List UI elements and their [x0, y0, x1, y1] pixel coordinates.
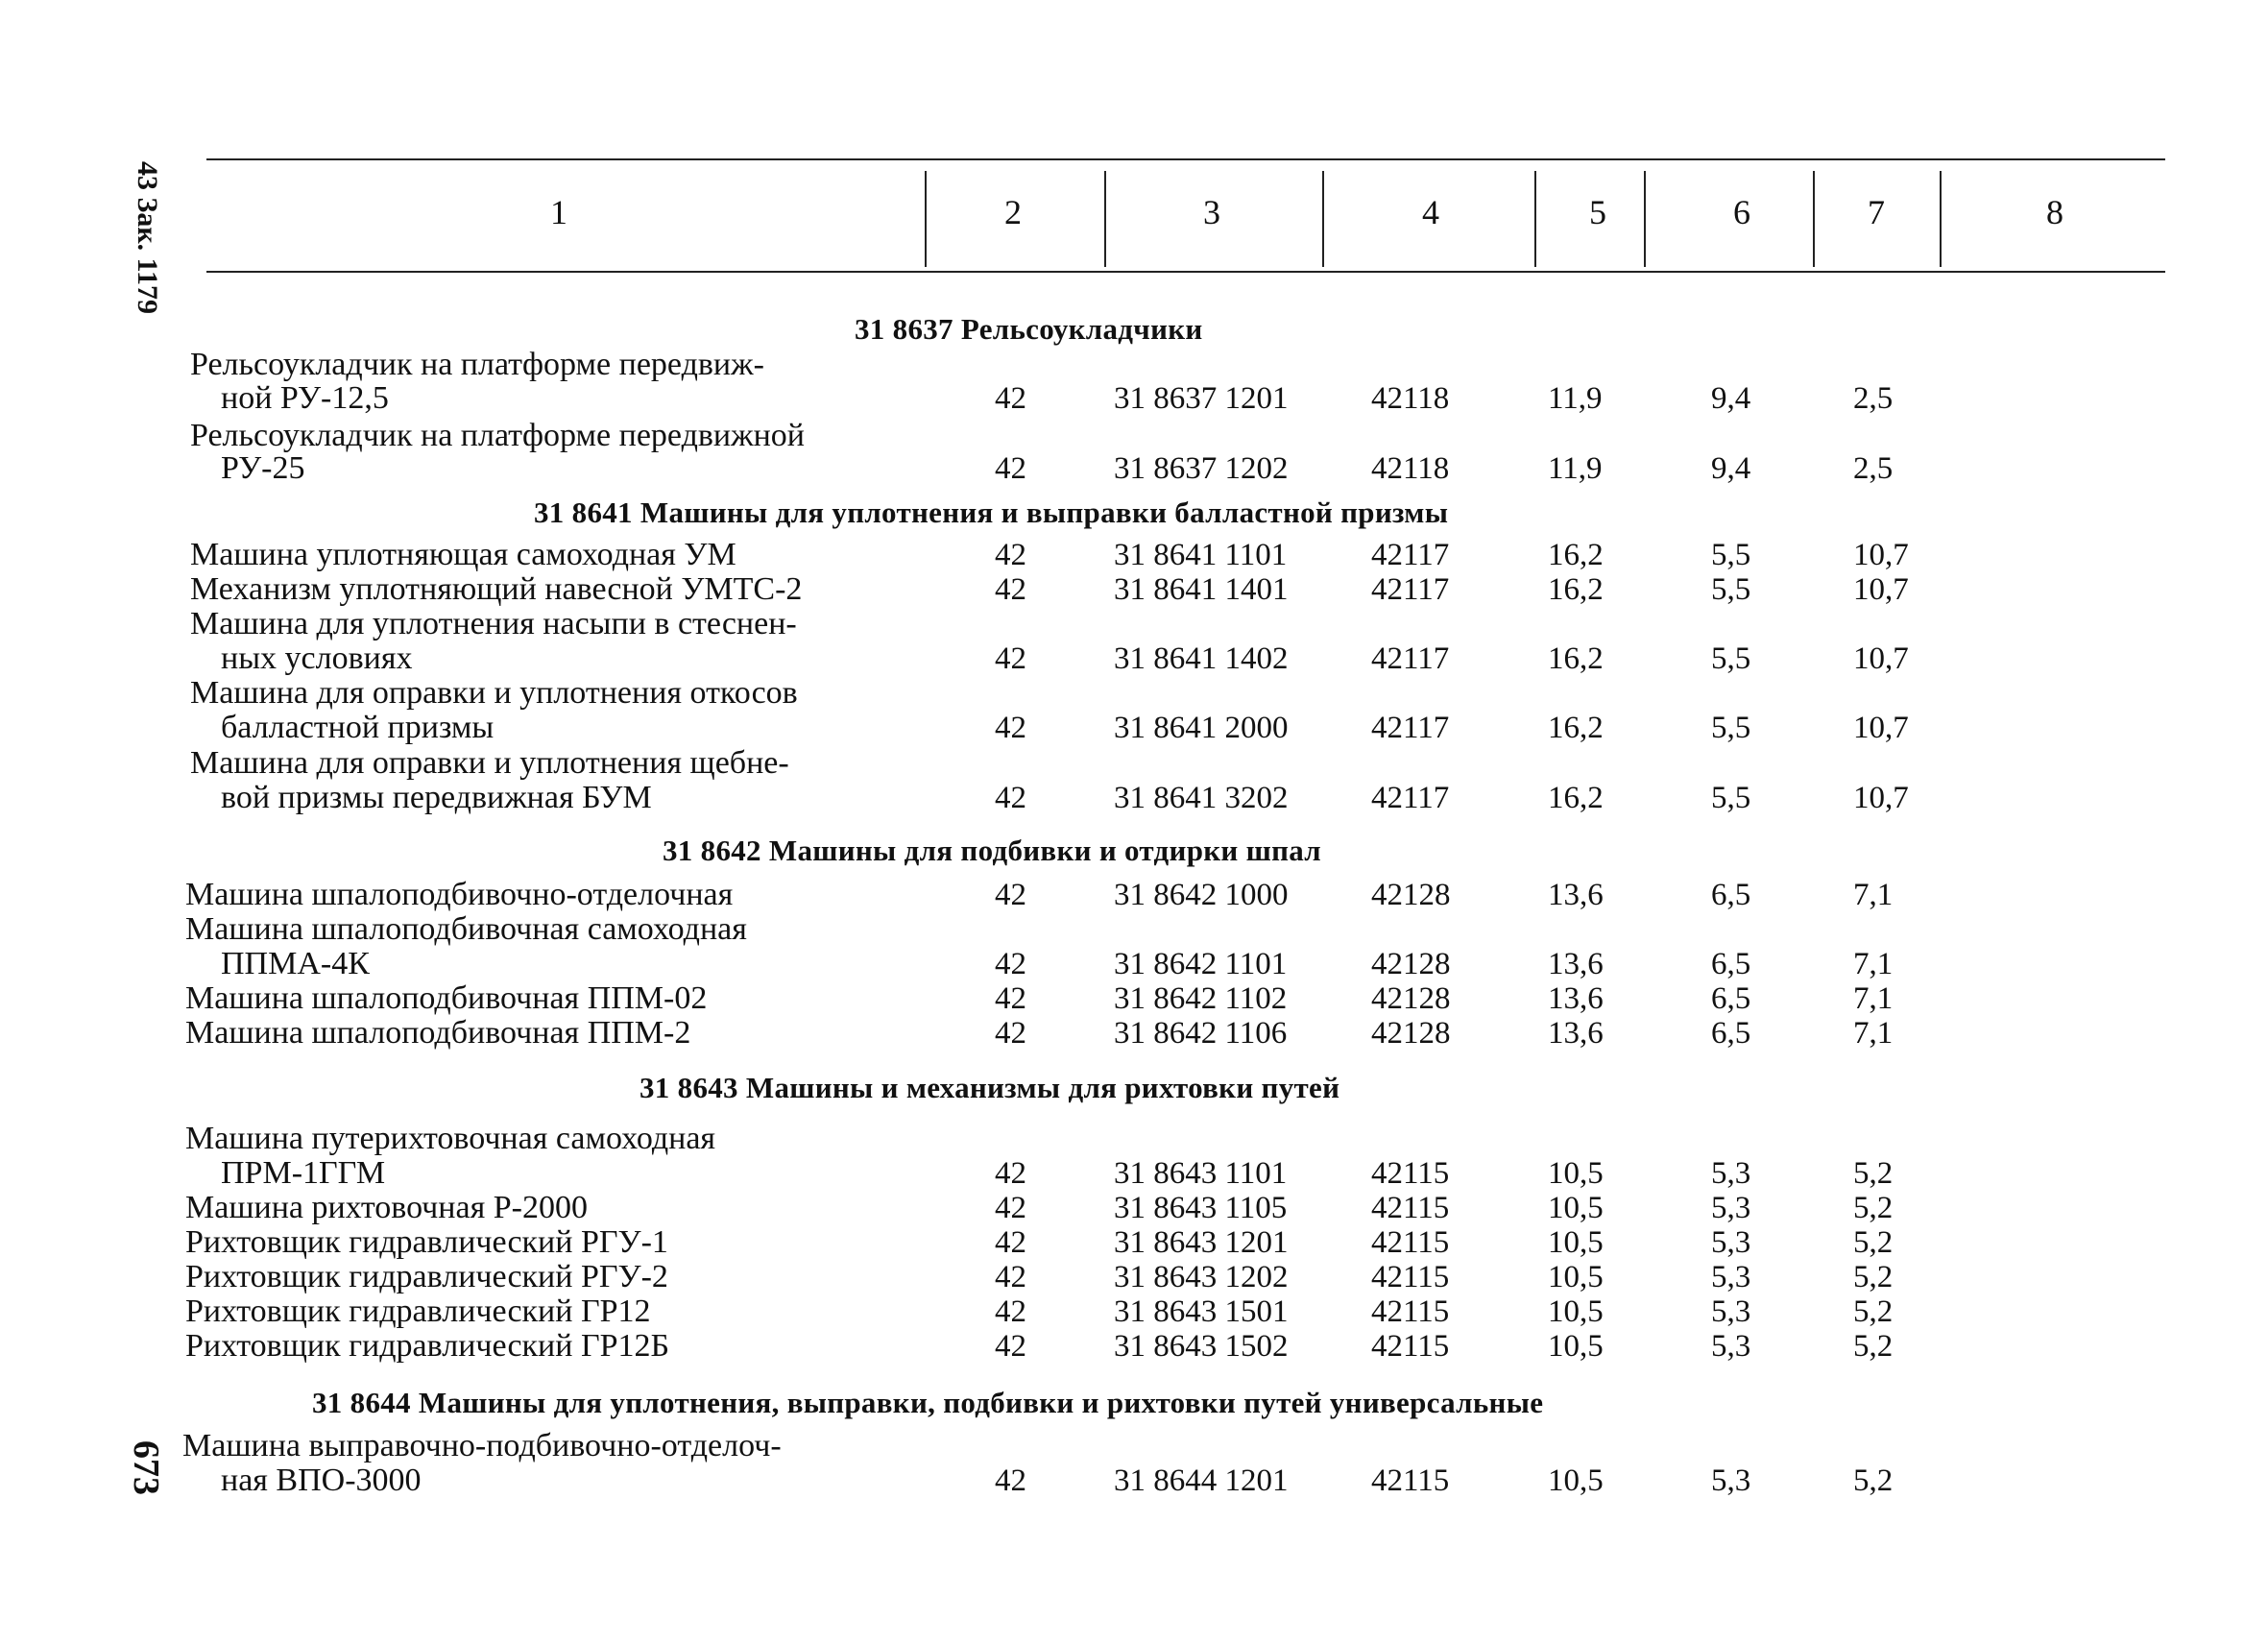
- cell-col5: 10,5: [1548, 1294, 1604, 1329]
- cell-col6: 5,3: [1711, 1294, 1751, 1329]
- header-col-8: 8: [2046, 193, 2063, 231]
- cell-code: 31 8642 1101: [1114, 947, 1288, 981]
- column-divider: [1813, 171, 1815, 267]
- cell-col7: 10,7: [1853, 538, 1909, 572]
- header-col-3: 3: [1203, 193, 1220, 231]
- cell-code: 31 8643 1105: [1114, 1191, 1288, 1225]
- cell-col5: 13,6: [1548, 878, 1604, 912]
- row-name: Машина для оправки и уплотнения щебне-: [190, 745, 789, 781]
- cell-col4: 42115: [1371, 1260, 1450, 1294]
- row-name: Машина шпалоподбивочная ППМ-2: [185, 1015, 691, 1051]
- cell-col7: 7,1: [1853, 947, 1894, 981]
- cell-col6: 5,5: [1711, 641, 1751, 676]
- cell-col2: 42: [995, 1016, 1026, 1051]
- cell-col4: 42128: [1371, 981, 1451, 1016]
- cell-col5: 16,2: [1548, 781, 1604, 815]
- cell-col6: 9,4: [1711, 451, 1751, 486]
- row-name: Рельсоукладчик на платформе передвижной: [190, 418, 806, 453]
- cell-code: 31 8641 2000: [1114, 711, 1289, 745]
- cell-col2: 42: [995, 1225, 1026, 1260]
- cell-col2: 42: [995, 1191, 1026, 1225]
- row-name: Машина уплотняющая самоходная УМ: [190, 537, 736, 572]
- row-name: Машина для оправки и уплотнения откосов: [190, 675, 798, 711]
- cell-col5: 16,2: [1548, 538, 1604, 572]
- cell-col5: 10,5: [1548, 1329, 1604, 1364]
- cell-col2: 42: [995, 1294, 1026, 1329]
- cell-col4: 42115: [1371, 1294, 1450, 1329]
- row-name: Рихтовщик гидравлический ГР12Б: [185, 1328, 670, 1364]
- cell-col7: 10,7: [1853, 711, 1909, 745]
- cell-col7: 5,2: [1853, 1225, 1894, 1260]
- cell-col5: 10,5: [1548, 1191, 1604, 1225]
- row-name: вой призмы передвижная БУМ: [221, 780, 652, 815]
- cell-col6: 5,3: [1711, 1156, 1751, 1191]
- cell-code: 31 8637 1202: [1114, 451, 1289, 486]
- cell-col6: 5,3: [1711, 1260, 1751, 1294]
- cell-col4: 42128: [1371, 1016, 1451, 1051]
- cell-col6: 6,5: [1711, 947, 1751, 981]
- cell-col2: 42: [995, 947, 1026, 981]
- row-name: Машина шпалоподбивочная ППМ-02: [185, 980, 708, 1016]
- cell-code: 31 8644 1201: [1114, 1463, 1289, 1498]
- cell-col6: 5,5: [1711, 572, 1751, 607]
- row-name: ППМА-4К: [221, 946, 370, 981]
- cell-col6: 6,5: [1711, 1016, 1751, 1051]
- cell-col2: 42: [995, 1329, 1026, 1364]
- column-divider: [1322, 171, 1324, 267]
- cell-col5: 16,2: [1548, 572, 1604, 607]
- header-col-2: 2: [1004, 193, 1022, 231]
- cell-col6: 5,3: [1711, 1225, 1751, 1260]
- cell-col2: 42: [995, 538, 1026, 572]
- cell-code: 31 8641 1401: [1114, 572, 1289, 607]
- cell-code: 31 8637 1201: [1114, 381, 1289, 416]
- cell-col6: 5,5: [1711, 781, 1751, 815]
- row-name: Рихтовщик гидравлический РГУ-2: [185, 1259, 668, 1294]
- header-col-4: 4: [1422, 193, 1439, 231]
- cell-col4: 42117: [1371, 572, 1450, 607]
- cell-col2: 42: [995, 781, 1026, 815]
- page-number: 673: [126, 1440, 166, 1495]
- cell-col6: 5,5: [1711, 711, 1751, 745]
- cell-col6: 5,5: [1711, 538, 1751, 572]
- header-bottom-rule: [206, 271, 2165, 273]
- cell-code: 31 8641 1101: [1114, 538, 1288, 572]
- cell-col4: 42128: [1371, 947, 1451, 981]
- row-name: РУ-25: [221, 450, 305, 486]
- cell-col7: 5,2: [1853, 1463, 1894, 1498]
- cell-col5: 11,9: [1548, 381, 1603, 416]
- cell-col2: 42: [995, 1463, 1026, 1498]
- column-divider: [925, 171, 927, 267]
- row-name: Машина шпалоподбивочно-отделочная: [185, 877, 734, 912]
- row-name: ПРМ-1ГГМ: [221, 1155, 386, 1191]
- cell-col6: 9,4: [1711, 381, 1751, 416]
- cell-col2: 42: [995, 711, 1026, 745]
- row-name: Машина рихтовочная Р-2000: [185, 1190, 588, 1225]
- cell-col4: 42115: [1371, 1225, 1450, 1260]
- cell-col2: 42: [995, 878, 1026, 912]
- cell-col4: 42128: [1371, 878, 1451, 912]
- row-name: Механизм уплотняющий навесной УМТС-2: [190, 571, 803, 607]
- cell-col7: 7,1: [1853, 1016, 1894, 1051]
- cell-col4: 42115: [1371, 1156, 1450, 1191]
- cell-col6: 5,3: [1711, 1463, 1751, 1498]
- cell-code: 31 8642 1000: [1114, 878, 1289, 912]
- side-label: 43 Зак. 1179: [132, 161, 163, 314]
- cell-col7: 5,2: [1853, 1329, 1894, 1364]
- section-title: 31 8643 Машины и механизмы для рихтовки путей: [639, 1071, 1340, 1104]
- cell-col2: 42: [995, 981, 1026, 1016]
- cell-col5: 10,5: [1548, 1225, 1604, 1260]
- cell-col4: 42117: [1371, 641, 1450, 676]
- cell-col6: 5,3: [1711, 1329, 1751, 1364]
- cell-col4: 42115: [1371, 1463, 1450, 1498]
- cell-col5: 13,6: [1548, 1016, 1604, 1051]
- cell-col4: 42118: [1371, 381, 1450, 416]
- cell-code: 31 8642 1102: [1114, 981, 1288, 1016]
- cell-col2: 42: [995, 451, 1026, 486]
- row-name: ная ВПО-3000: [221, 1463, 422, 1498]
- cell-code: 31 8642 1106: [1114, 1016, 1288, 1051]
- row-name: Машина выправочно-подбивочно-отделоч-: [182, 1428, 782, 1463]
- cell-col2: 42: [995, 572, 1026, 607]
- cell-col6: 6,5: [1711, 981, 1751, 1016]
- row-name: Рельсоукладчик на платформе передвиж-: [190, 347, 764, 382]
- cell-col7: 2,5: [1853, 381, 1894, 416]
- cell-col4: 42115: [1371, 1329, 1450, 1364]
- section-title: 31 8644 Машины для уплотнения, выправки, подбивки и рихтовки путей универсальные: [312, 1386, 1544, 1419]
- cell-col5: 16,2: [1548, 641, 1604, 676]
- cell-col2: 42: [995, 1260, 1026, 1294]
- section-title: 31 8637 Рельсоукладчики: [855, 312, 1203, 346]
- row-name: Рихтовщик гидравлический РГУ-1: [185, 1224, 668, 1260]
- row-name: ных условиях: [221, 641, 413, 676]
- header-top-rule: [206, 158, 2165, 160]
- cell-code: 31 8643 1201: [1114, 1225, 1289, 1260]
- cell-code: 31 8643 1101: [1114, 1156, 1288, 1191]
- cell-col4: 42117: [1371, 711, 1450, 745]
- cell-code: 31 8641 3202: [1114, 781, 1289, 815]
- cell-col5: 13,6: [1548, 947, 1604, 981]
- cell-col5: 13,6: [1548, 981, 1604, 1016]
- cell-col5: 11,9: [1548, 451, 1603, 486]
- cell-col7: 10,7: [1853, 781, 1909, 815]
- cell-col7: 2,5: [1853, 451, 1894, 486]
- row-name: Машина путерихтовочная самоходная: [185, 1121, 716, 1156]
- column-divider: [1104, 171, 1106, 267]
- column-divider: [1940, 171, 1942, 267]
- cell-col4: 42117: [1371, 781, 1450, 815]
- header-col-1: 1: [550, 193, 567, 231]
- cell-col7: 5,2: [1853, 1191, 1894, 1225]
- header-col-6: 6: [1733, 193, 1750, 231]
- cell-col4: 42115: [1371, 1191, 1450, 1225]
- row-name: Машина шпалоподбивочная самоходная: [185, 911, 747, 947]
- cell-col6: 6,5: [1711, 878, 1751, 912]
- cell-col7: 10,7: [1853, 641, 1909, 676]
- cell-col7: 7,1: [1853, 878, 1894, 912]
- column-divider: [1534, 171, 1536, 267]
- section-title: 31 8641 Машины для уплотнения и выправки балластной призмы: [534, 496, 1449, 529]
- cell-col2: 42: [995, 641, 1026, 676]
- row-name: Машина для уплотнения насыпи в стеснен-: [190, 606, 797, 641]
- cell-code: 31 8641 1402: [1114, 641, 1289, 676]
- header-col-5: 5: [1589, 193, 1606, 231]
- row-name: Рихтовщик гидравлический ГР12: [185, 1293, 651, 1329]
- cell-col7: 10,7: [1853, 572, 1909, 607]
- row-name: балластной призмы: [221, 710, 495, 745]
- cell-col7: 5,2: [1853, 1260, 1894, 1294]
- cell-code: 31 8643 1501: [1114, 1294, 1289, 1329]
- cell-col7: 5,2: [1853, 1294, 1894, 1329]
- row-name: ной РУ-12,5: [221, 380, 389, 416]
- cell-code: 31 8643 1502: [1114, 1329, 1289, 1364]
- cell-col4: 42118: [1371, 451, 1450, 486]
- cell-col5: 16,2: [1548, 711, 1604, 745]
- cell-col5: 10,5: [1548, 1463, 1604, 1498]
- cell-col7: 5,2: [1853, 1156, 1894, 1191]
- cell-col5: 10,5: [1548, 1156, 1604, 1191]
- column-divider: [1644, 171, 1646, 267]
- cell-col2: 42: [995, 1156, 1026, 1191]
- cell-col7: 7,1: [1853, 981, 1894, 1016]
- cell-col2: 42: [995, 381, 1026, 416]
- cell-col5: 10,5: [1548, 1260, 1604, 1294]
- cell-code: 31 8643 1202: [1114, 1260, 1289, 1294]
- section-title: 31 8642 Машины для подбивки и отдирки шпал: [663, 834, 1322, 867]
- header-col-7: 7: [1868, 193, 1885, 231]
- cell-col4: 42117: [1371, 538, 1450, 572]
- cell-col6: 5,3: [1711, 1191, 1751, 1225]
